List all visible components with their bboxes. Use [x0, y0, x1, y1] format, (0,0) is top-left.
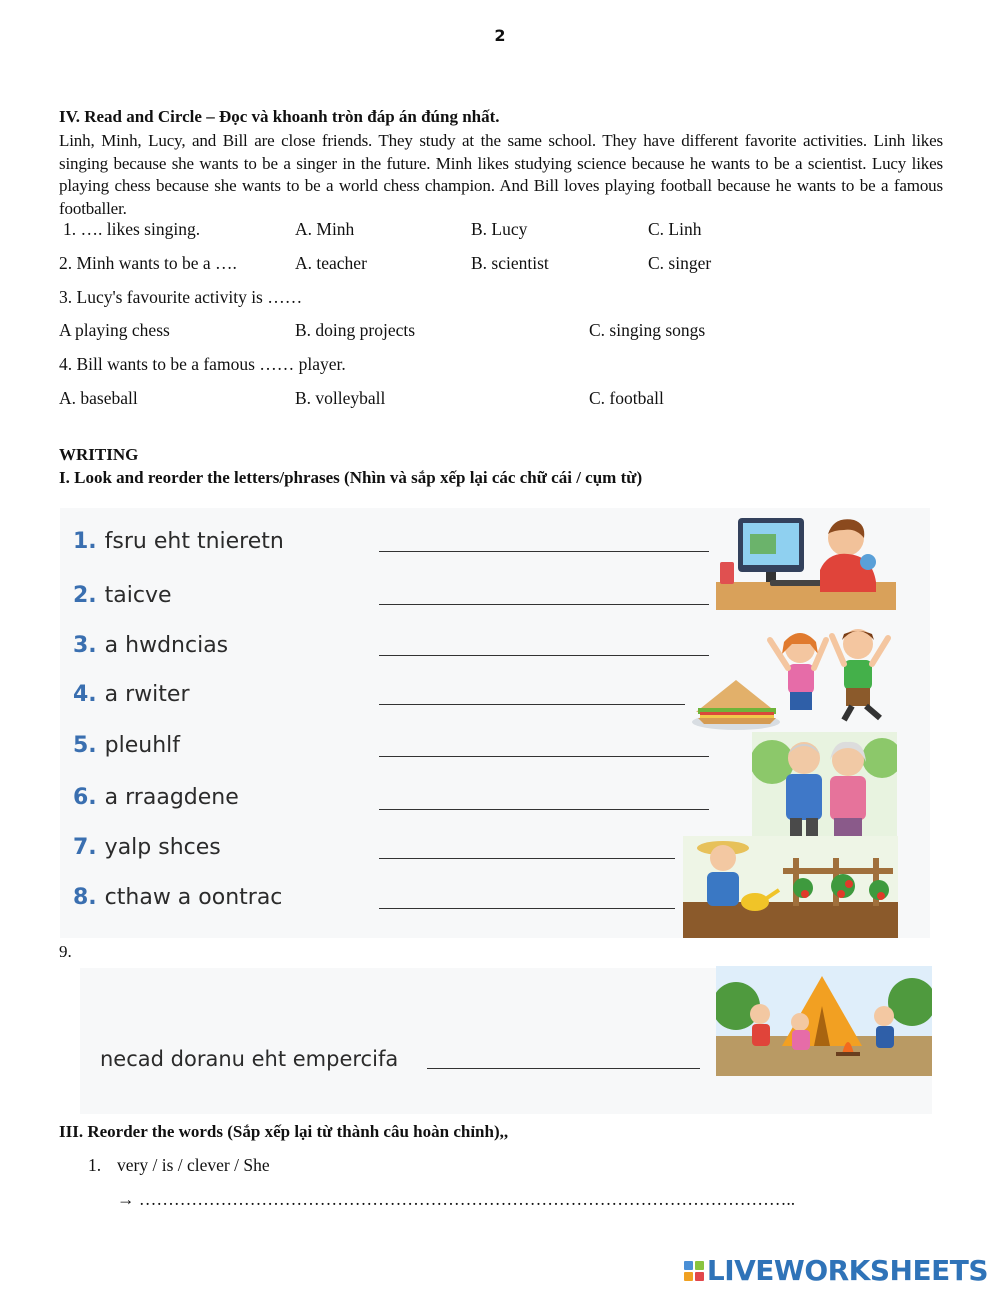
reading-passage: Linh, Minh, Lucy, and Bill are close friends. They study at the same school. They have different favorite activities. Linh likes singing because she wants to be a singer in the future. Minh likes studying science because he wants to be a scientist. Lucy likes playing chess because she wants to be a world chess champion. And Bill loves playing football because he wants to be a famous footballer. — [59, 131, 943, 218]
reorder-item-2 — [73, 583, 172, 608]
q4-option-c[interactable]: C. football — [589, 388, 664, 408]
q2-option-a[interactable]: A. teacher — [295, 253, 367, 273]
grandparents-icon — [752, 732, 897, 840]
answer-line-7[interactable] — [379, 858, 675, 859]
answer-line-3[interactable] — [379, 655, 709, 656]
scrambled-word: a hwdncias — [104, 633, 229, 658]
page-number: 2 — [494, 26, 506, 45]
reorder-1-words: very / is / clever / She — [117, 1155, 270, 1175]
reading-title: IV. Read and Circle – Đọc và khoanh tròn đáp án đúng nhất. — [59, 107, 500, 126]
camping-kids-icon — [716, 966, 932, 1076]
q1-option-a[interactable]: A. Minh — [295, 219, 355, 239]
scrambled-word: a rwiter — [104, 682, 190, 707]
logo-mark-icon — [684, 1261, 704, 1281]
q4-option-a[interactable]: A. baseball — [59, 388, 138, 408]
q1-option-c[interactable]: C. Linh — [648, 219, 702, 239]
reorder-item-3 — [73, 633, 228, 658]
q3-option-b[interactable]: B. doing projects — [295, 320, 416, 340]
sandwich-icon — [690, 672, 782, 732]
item-number: 5. — [73, 733, 97, 758]
reorder-1-answer[interactable]: → ………………………………………………………………………………………………….. — [117, 1189, 796, 1209]
boy-gardening-icon — [683, 836, 898, 938]
scrambled-word: cthaw a oontrac — [104, 885, 283, 910]
writing-section1-title: I. Look and reorder the letters/phrases (Nhìn và sắp xếp lại các chữ cái / cụm từ) — [59, 468, 643, 487]
writing-heading: WRITING — [59, 445, 139, 464]
reorder-1-number: 1. — [88, 1155, 102, 1175]
liveworksheets-logo — [684, 1254, 988, 1287]
item-number: 1. — [73, 529, 97, 554]
answer-line-2[interactable] — [379, 604, 709, 605]
answer-line-5[interactable] — [379, 756, 709, 757]
q2-option-c[interactable]: C. singer — [648, 253, 712, 273]
reorder-item-1 — [73, 529, 284, 554]
reorder-item-4 — [73, 682, 190, 707]
scrambled-word: a rraagdene — [104, 785, 239, 810]
q2-stem: 2. Minh wants to be a …. — [59, 253, 237, 273]
scrambled-word: taicve — [104, 583, 172, 608]
answer-line-8[interactable] — [379, 908, 675, 909]
q1-stem: 1. …. likes singing. — [63, 219, 201, 239]
item-number: 7. — [73, 835, 97, 860]
q3-option-a[interactable]: A playing chess — [59, 320, 170, 340]
reorder-item-8 — [73, 885, 282, 910]
item-9-number: 9. — [59, 942, 72, 961]
kids-jumping-icon — [762, 620, 897, 724]
item-number: 2. — [73, 583, 97, 608]
item-number: 4. — [73, 682, 97, 707]
brand-name: LIVEWORKSHEETS — [706, 1254, 988, 1287]
answer-line-6[interactable] — [379, 809, 709, 810]
scrambled-word: pleuhlf — [104, 733, 181, 758]
item-number: 8. — [73, 885, 97, 910]
q2-option-b[interactable]: B. scientist — [471, 253, 549, 273]
q4-option-b[interactable]: B. volleyball — [295, 388, 386, 408]
reorder-item-6 — [73, 785, 239, 810]
reorder-item-7 — [73, 835, 221, 860]
answer-line-1[interactable] — [379, 551, 709, 552]
item-number: 3. — [73, 633, 97, 658]
answer-line-9[interactable] — [427, 1068, 700, 1069]
scrambled-word: yalp shces — [104, 835, 221, 860]
item-number: 6. — [73, 785, 97, 810]
q3-option-c[interactable]: C. singing songs — [589, 320, 706, 340]
q1-option-b[interactable]: B. Lucy — [471, 219, 528, 239]
boy-computer-icon — [716, 512, 896, 612]
q3-stem: 3. Lucy's favourite activity is …… — [59, 287, 303, 307]
answer-line-4[interactable] — [379, 704, 685, 705]
item-9-scrambled: necad doranu eht empercifa — [100, 1047, 399, 1071]
reorder-words-title: III. Reorder the words (Sắp xếp lại từ thành câu hoàn chỉnh),, — [59, 1122, 509, 1141]
q4-stem: 4. Bill wants to be a famous …… player. — [59, 354, 346, 374]
reorder-item-5 — [73, 733, 180, 758]
scrambled-word: fsru eht tnieretn — [104, 529, 284, 554]
